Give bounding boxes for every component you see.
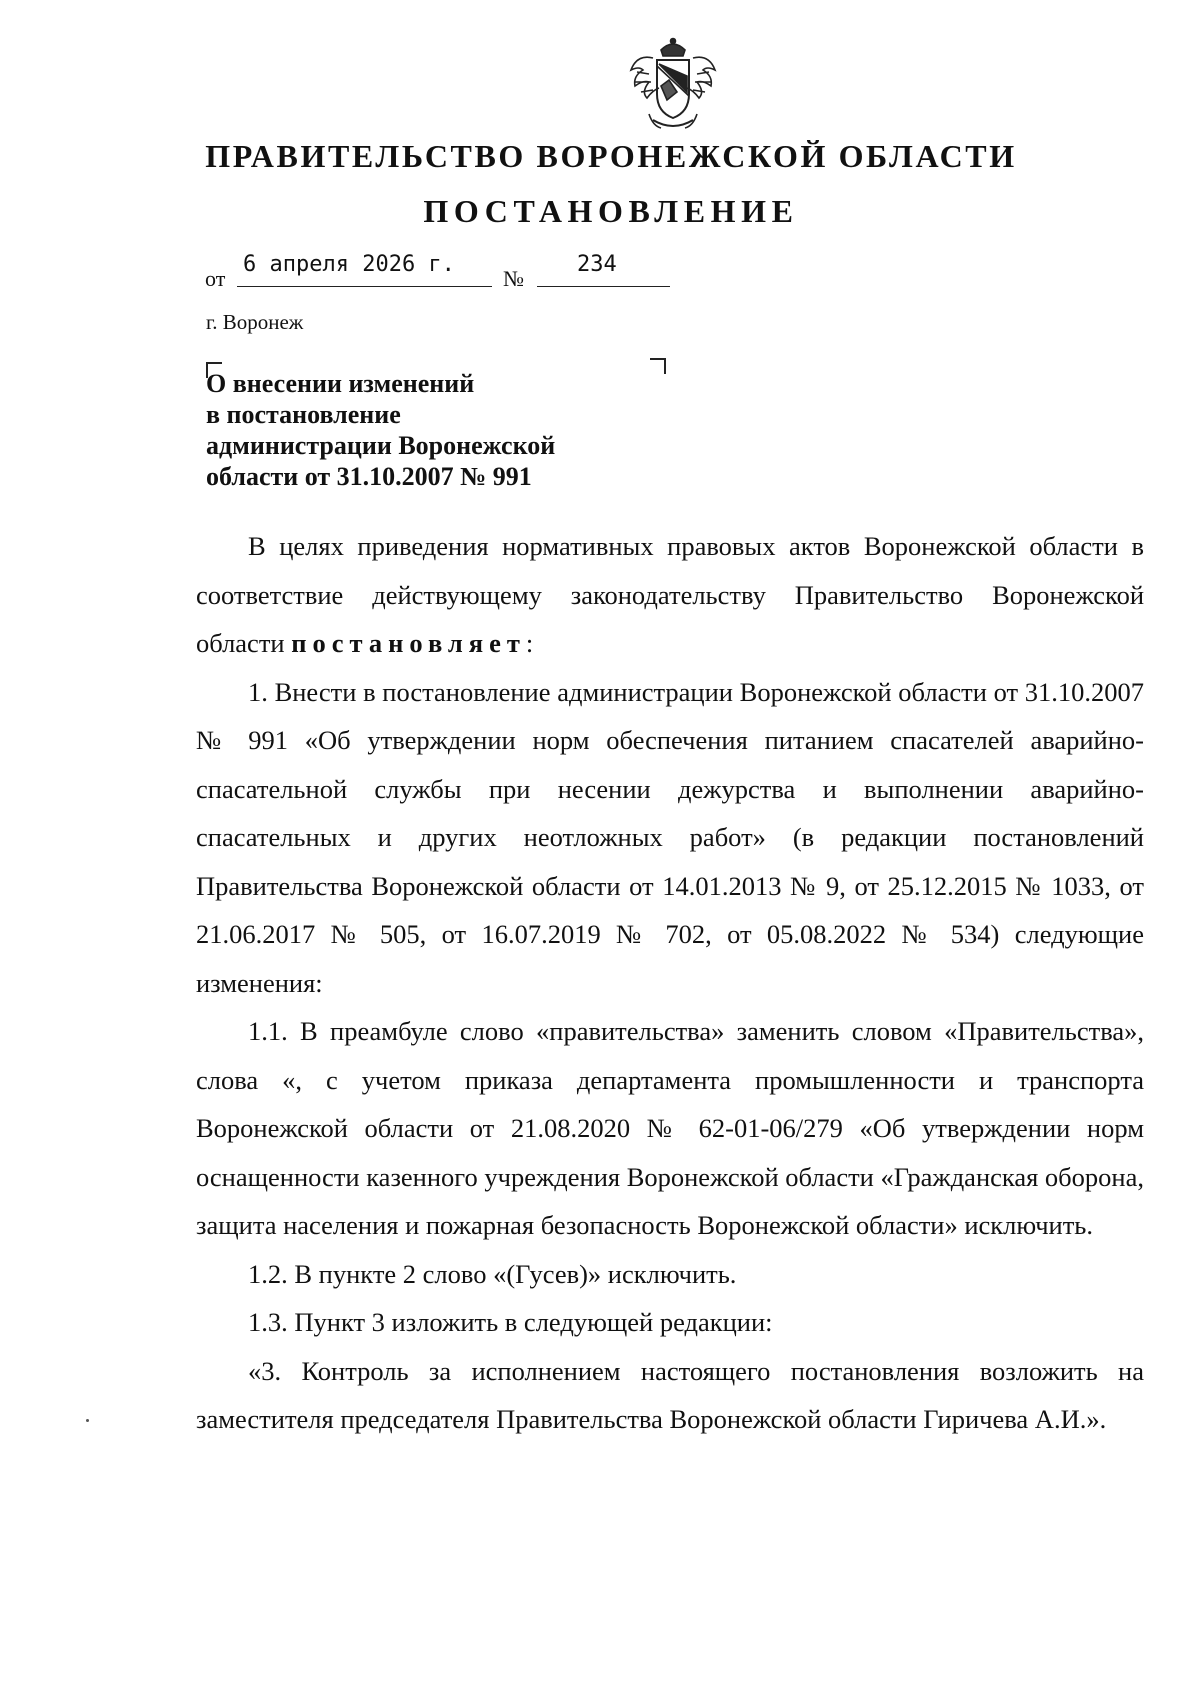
subject-line: в постановление bbox=[206, 400, 401, 429]
document-type: ПОСТАНОВЛЕНИЕ bbox=[423, 193, 799, 229]
document-number: 234 bbox=[577, 252, 617, 277]
resolution-keyword: постановляет bbox=[291, 628, 526, 658]
preamble-paragraph bbox=[196, 522, 1144, 668]
item-1-3-paragraph: 1.3. Пункт 3 изложить в следующей редакции: bbox=[248, 1307, 773, 1337]
coat-of-arms-emblem bbox=[622, 36, 724, 136]
subject-line: О внесении изменений bbox=[206, 369, 475, 398]
subject-block bbox=[206, 368, 656, 492]
date-label: от bbox=[205, 266, 226, 291]
item-1-3-text-paragraph: «3. Контроль за исполнением настоящего постановления возложить на заместителя председателя Правительства Воронежской области Гиричева А.И.». bbox=[196, 1355, 1144, 1434]
item-1-1-paragraph: 1.1. В преамбуле слово «правительства» заменить словом «Правительства», слова «, с учетом приказа департамента промышленности и транспорта Воронежской области от 21.08.2020 № 62-01-06/279 «Об утверждении норм оснащенности казенного учреждения Воронежской области «Гражданская оборона, защита населения и пожарная безопасность Воронежской области» исключить. bbox=[196, 1016, 1144, 1240]
preamble-text: В целях приведения нормативных правовых актов Воронежской области в соответствие действующему законодательству Правительство Воронежской области bbox=[196, 531, 1144, 658]
document-date: 6 апреля 2026 г. bbox=[243, 252, 455, 277]
date-number-row bbox=[205, 250, 685, 290]
document-body bbox=[196, 522, 1144, 1444]
coat-of-arms-icon bbox=[622, 36, 724, 136]
scan-artifact-dot bbox=[86, 1419, 89, 1422]
item-1-paragraph: 1. Внести в постановление администрации Воронежской области от 31.10.2007 № 991 «Об утверждении норм обеспечения питанием спасателей аварийно-спасательной службы при несении дежурства и выполнении аварийно-спасательных и других неотложных работ» (в редакции постановлений Правительства Воронежской области от 14.01.2013 № 9, от 25.12.2015 № 1033, от 21.06.2017 № 505, от 16.07.2019 № 702, от 05.08.2022 № 534) следующие изменения: bbox=[196, 676, 1144, 998]
government-title: ПРАВИТЕЛЬСТВО ВОРОНЕЖСКОЙ ОБЛАСТИ bbox=[205, 138, 1017, 174]
subject-line: администрации Воронежской bbox=[206, 431, 556, 460]
number-underline bbox=[537, 286, 670, 287]
number-label: № bbox=[503, 266, 524, 291]
preamble-end: : bbox=[525, 628, 534, 658]
subject-line: области от 31.10.2007 № 991 bbox=[206, 462, 532, 491]
date-underline bbox=[237, 286, 492, 287]
city: г. Воронеж bbox=[206, 310, 304, 334]
item-1-2-paragraph: 1.2. В пункте 2 слово «(Гусев)» исключить. bbox=[248, 1258, 737, 1289]
